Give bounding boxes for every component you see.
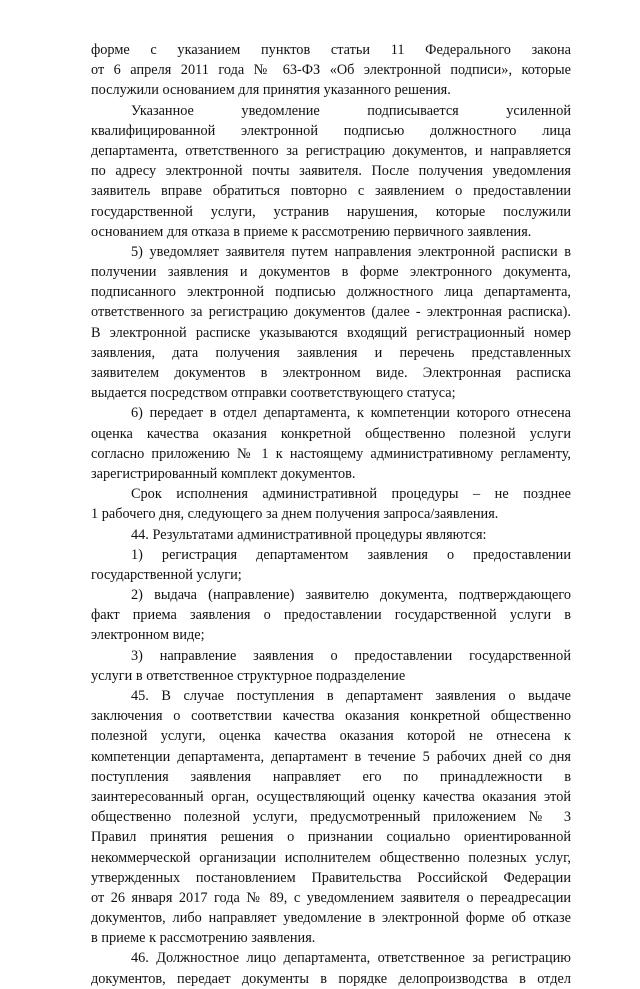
- text-line: некоммерческой организации исполнителем общественно полезных услуг,: [91, 849, 571, 866]
- text-line: В электронной расписке указываются входящий регистрационный номер: [91, 324, 571, 341]
- text-line: 3) направление заявления о предоставлении государственной: [131, 647, 571, 664]
- text-line: утвержденных постановлением Правительства Российской Федерации: [91, 869, 571, 886]
- text-line: 5) уведомляет заявителя путем направления электронной расписки в: [131, 243, 571, 260]
- text-line: заявления, дата получения заявления и перечень представленных: [91, 344, 571, 361]
- text-line: от 26 января 2017 года № 89, с уведомлением заявителя о переадресации: [91, 889, 571, 906]
- text-line: департамента, ответственного за регистрацию документов, и направляется: [91, 142, 571, 159]
- text-line: 1 рабочего дня, следующего за днем получения запроса/заявления.: [91, 506, 499, 523]
- text-line: подписанного электронной подписью должностного лица департамента,: [91, 284, 571, 301]
- text-line: государственной услуги;: [91, 566, 242, 583]
- text-line: форме с указанием пунктов статьи 11 Федерального закона: [91, 42, 571, 58]
- text-line: квалифицированной электронной подписью должностного лица: [91, 122, 571, 139]
- text-line: поступления заявления направляет его по принадлежности в: [91, 768, 571, 785]
- text-line: заявитель вправе обратиться повторно с заявлением о предоставлении: [91, 183, 571, 200]
- text-line: Правил принятия решения о признании социально ориентированной: [91, 829, 571, 846]
- text-line: полезной услуги, оценка качества оказания которой не отнесена к: [91, 728, 571, 745]
- text-line: 6) передает в отдел департамента, к компетенции которого отнесена: [131, 405, 571, 422]
- text-line: 46. Должностное лицо департамента, ответственное за регистрацию: [131, 950, 571, 967]
- text-line: по адресу электронной почты заявителя. После получения уведомления: [91, 163, 571, 180]
- text-line: ответственного за регистрацию документов (далее - электронная расписка).: [91, 304, 571, 321]
- document-body: [91, 40, 571, 989]
- text-line: документов, передает документы в порядке делопроизводства в отдел: [91, 970, 571, 987]
- text-line: послужили основанием для принятия указанного решения.: [91, 82, 451, 99]
- text-line: компетенции департамента, департамент в течение 5 рабочих дней со дня: [91, 748, 571, 765]
- text-line: государственной услуги, устранив нарушения, которые послужили: [91, 203, 571, 220]
- text-line: услуги в ответственное структурное подразделение: [91, 667, 406, 684]
- text-line: 1) регистрация департаментом заявления о предоставлении: [131, 546, 571, 563]
- text-line: 45. В случае поступления в департамент заявления о выдаче: [131, 688, 571, 704]
- text-line: факт приема заявления о предоставлении государственной услуги в: [91, 607, 571, 624]
- text-line: заключения о соответствии качества оказания конкретной общественно: [91, 708, 571, 725]
- text-line: от 6 апреля 2011 года № 63-ФЗ «Об электронной подписи», которые: [91, 62, 571, 79]
- text-line: Указанное уведомление подписывается усиленной: [131, 102, 571, 119]
- text-line: выдается посредством отправки соответствующего статуса;: [91, 385, 456, 402]
- text-line: зарегистрированный комплект документов.: [91, 465, 356, 482]
- text-line: 2) выдача (направление) заявителю документа, подтверждающего: [131, 587, 571, 604]
- text-line: согласно приложению № 1 к настоящему административному регламенту,: [91, 445, 571, 462]
- text-line: получении заявления и документов в форме электронного документа,: [91, 264, 571, 281]
- text-line: в приеме к рассмотрению заявления.: [91, 930, 316, 947]
- text-line: электронном виде;: [91, 627, 205, 644]
- text-line: основанием для отказа в приеме к рассмотрению первичного заявления.: [91, 223, 532, 240]
- text-line: 44. Результатами административной процедуры являются:: [131, 526, 487, 543]
- text-line: оценка качества оказания конкретной общественно полезной услуги: [91, 425, 571, 442]
- text-line: заинтересованный орган, осуществляющий оценку качества оказания этой: [91, 788, 571, 805]
- text-line: заявителем документов в электронном виде. Электронная расписка: [91, 365, 571, 381]
- text-line: Срок исполнения административной процедуры – не позднее: [131, 486, 571, 503]
- text-line: документов, либо направляет уведомление в электронной форме об отказе: [91, 910, 571, 927]
- text-line: общественно полезной услуги, предусмотренный приложением № 3: [91, 809, 571, 826]
